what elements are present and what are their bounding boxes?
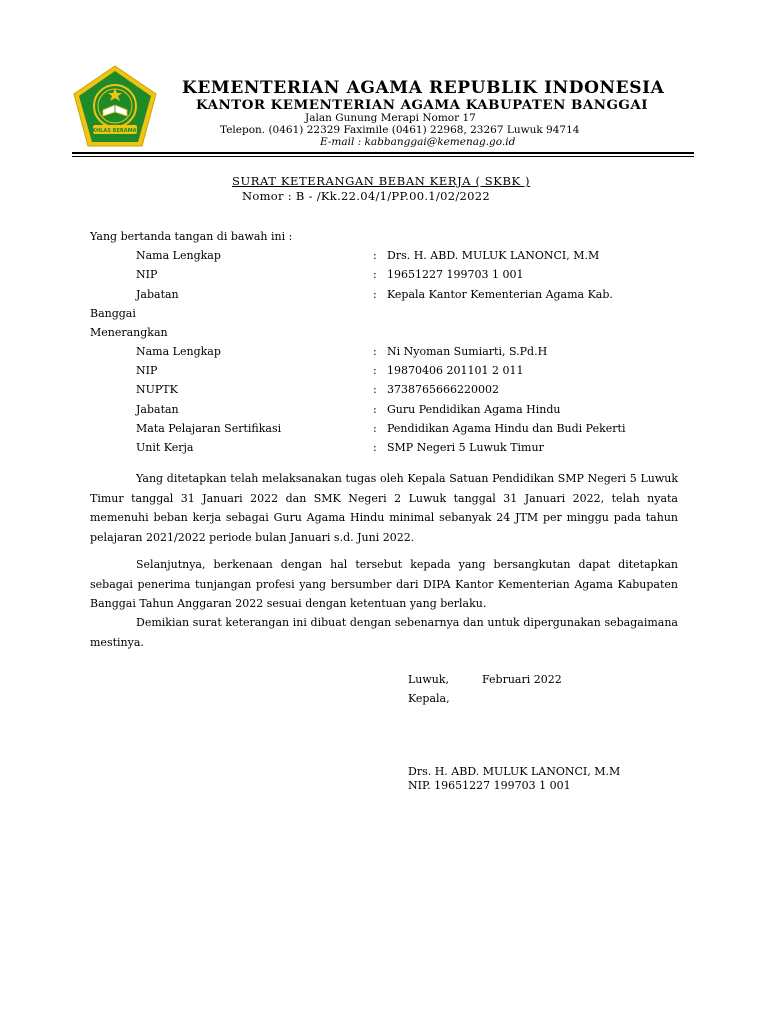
subject-value-position: Guru Pendidikan Agama Hindu — [387, 403, 561, 416]
intro-text: Yang bertanda tangan di bawah ini : — [90, 230, 293, 243]
kemenag-logo — [72, 64, 158, 150]
signature-place: Luwuk, — [408, 673, 450, 686]
signature-date: Februari 2022 — [482, 673, 562, 686]
subject-colon: : — [373, 403, 377, 416]
signer-value-nip: 19651227 199703 1 001 — [387, 268, 524, 281]
subject-colon: : — [373, 364, 377, 377]
office-email: E-mail : kabbanggai@kemenag.go.id — [320, 136, 516, 148]
signer-colon: : — [373, 288, 377, 301]
body-paragraph-2: Selanjutnya, berkenaan dengan hal tersebut kepada yang bersangkutan dapat ditetapkan sebagai penerima tunjangan profesi yang bersumber dari DIPA Kantor Kementerian Agama Kabupaten Banggai Tahun Anggaran 2022 sesuai dengan ketentuan yang berlaku. — [90, 558, 678, 611]
subject-colon: : — [373, 441, 377, 454]
subject-label-position: Jabatan — [136, 403, 179, 416]
signature-name: Drs. H. ABD. MULUK LANONCI, M.M — [408, 765, 621, 778]
subject-value-name: Ni Nyoman Sumiarti, S.Pd.H — [387, 345, 548, 358]
header-rule-thin — [72, 156, 694, 157]
signer-label-name: Nama Lengkap — [136, 249, 221, 262]
subject-label-nuptk: NUPTK — [136, 383, 178, 396]
letter-title: SURAT KETERANGAN BEBAN KERJA ( SKBK ) — [232, 174, 531, 188]
signer-colon: : — [373, 249, 377, 262]
signer-value-position: Kepala Kantor Kementerian Agama Kab. — [387, 288, 613, 301]
signer-label-position: Jabatan — [136, 288, 179, 301]
office-address: Jalan Gunung Merapi Nomor 17 — [305, 112, 476, 124]
subject-label-name: Nama Lengkap — [136, 345, 221, 358]
subject-value-unit: SMP Negeri 5 Luwuk Timur — [387, 441, 544, 454]
subject-label-unit: Unit Kerja — [136, 441, 194, 454]
letter-number: Nomor : B - /Kk.22.04/1/PP.00.1/02/2022 — [242, 189, 490, 203]
signer-label-nip: NIP — [136, 268, 158, 281]
org-name: KEMENTERIAN AGAMA REPUBLIK INDONESIA — [182, 78, 665, 98]
subject-label-subject: Mata Pelajaran Sertifikasi — [136, 422, 282, 435]
menerangkan-label: Menerangkan — [90, 326, 168, 339]
subject-value-nip: 19870406 201101 2 011 — [387, 364, 524, 377]
body-paragraph-3: Demikian surat keterangan ini dibuat dengan sebenarnya dan untuk dipergunakan sebagaimana mestinya. — [90, 616, 678, 649]
subject-colon: : — [373, 422, 377, 435]
office-name: KANTOR KEMENTERIAN AGAMA KABUPATEN BANGGAI — [196, 97, 648, 113]
subject-colon: : — [373, 345, 377, 358]
subject-colon: : — [373, 383, 377, 396]
signature-position: Kepala, — [408, 692, 450, 705]
signer-value-name: Drs. H. ABD. MULUK LANONCI, M.M — [387, 249, 600, 262]
office-phone: Telepon. (0461) 22329 Faximile (0461) 22968, 23267 Luwuk 94714 — [220, 124, 580, 136]
subject-label-nip: NIP — [136, 364, 158, 377]
logo-motto: IKHLAS BERAMAL — [90, 128, 140, 134]
signature-nip: NIP. 19651227 199703 1 001 — [408, 779, 571, 792]
signer-colon: : — [373, 268, 377, 281]
signer-position-wrap: Banggai — [90, 307, 136, 320]
header-rule-thick — [72, 152, 694, 154]
subject-value-nuptk: 3738765666220002 — [387, 383, 499, 396]
subject-value-subject: Pendidikan Agama Hindu dan Budi Pekerti — [387, 422, 626, 435]
body-paragraph-1: Yang ditetapkan telah melaksanakan tugas oleh Kepala Satuan Pendidikan SMP Negeri 5 Luwuk Timur tanggal 31 Januari 2022 dan SMK Negeri 2 Luwuk tanggal 31 Januari 2022, telah nyata memenuhi beban kerja sebagai Guru Agama Hindu minimal sebanyak 24 JTM per minggu pada tahun pelajaran 2021/2022 periode bulan Januari s.d. Juni 2022. — [90, 472, 678, 544]
